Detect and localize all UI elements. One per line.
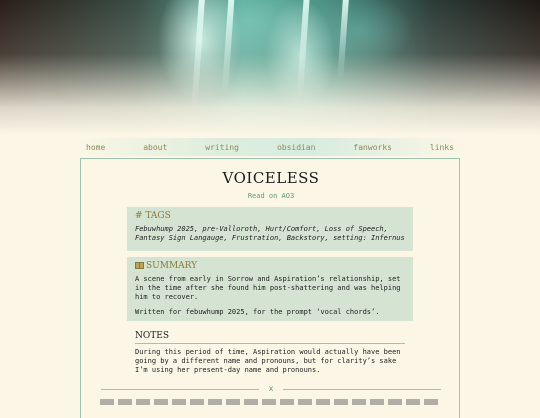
- tags-text: Febuwhump 2025, pre-Valloroth, Hurt/Comfort, Loss of Speech, Fantasy Sign Langauge, Frustration, Backstory, setting: Infernus: [135, 225, 405, 242]
- nav-fanworks[interactable]: fanworks: [353, 142, 392, 152]
- tags-heading: # TAGS: [135, 211, 171, 221]
- section-divider: [101, 385, 441, 393]
- notes-section: [135, 331, 413, 375]
- nav-obsidian[interactable]: obsidian: [276, 142, 316, 152]
- summary-paragraph: Written for febuwhump 2025, for the prompt ‘vocal chords’.: [135, 308, 380, 316]
- cut-off-text: [100, 399, 440, 405]
- notes-text: During this period of time, Aspiration would actually have been going by a different name and pronouns, but for clarity’s sake I’m using her present-day name and pronouns.: [135, 348, 401, 374]
- nav-about[interactable]: about: [143, 142, 168, 152]
- tags-box: [127, 207, 413, 251]
- work-title: VOICELESS: [222, 169, 320, 187]
- site-nav: [80, 138, 460, 156]
- work-panel: [80, 158, 460, 418]
- summary-paragraph: A scene from early in Sorrow and Aspiration’s relationship, set in the time after she found him post-shattering and was helping him to recover.: [135, 275, 401, 301]
- divider-line: [283, 389, 441, 390]
- nav-home[interactable]: home: [86, 142, 106, 152]
- summary-box: [127, 257, 413, 321]
- notes-heading: NOTES: [135, 331, 405, 344]
- divider-line: [101, 389, 259, 390]
- summary-heading-label: SUMMARY: [146, 261, 198, 271]
- nav-links[interactable]: links: [429, 142, 454, 152]
- hero-fade: [0, 0, 540, 135]
- nav-writing[interactable]: writing: [205, 142, 239, 152]
- read-on-ao3-link[interactable]: Read on AO3: [247, 192, 295, 200]
- book-icon: [135, 262, 144, 269]
- summary-heading: [135, 261, 405, 271]
- divider-glyph: x: [268, 384, 274, 393]
